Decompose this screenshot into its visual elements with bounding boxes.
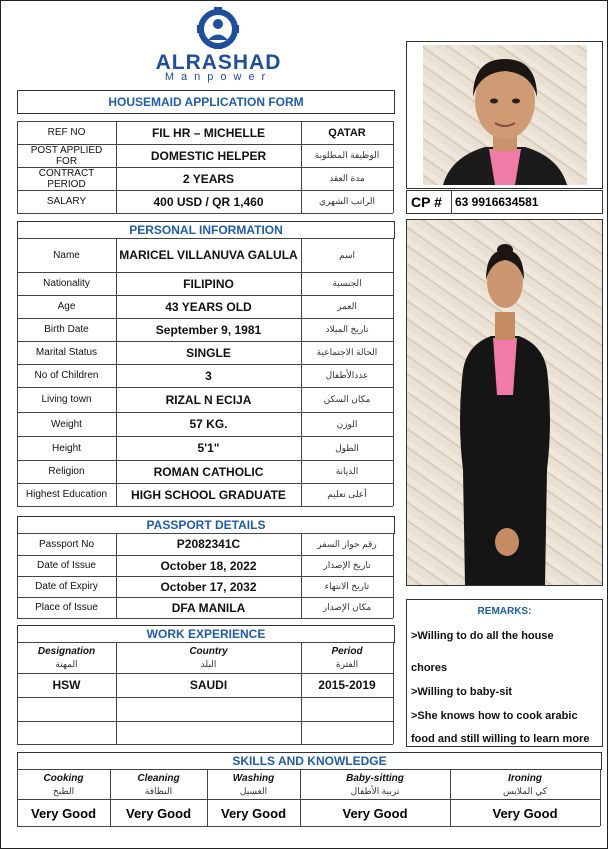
column-divider bbox=[393, 533, 394, 618]
skill-baby-sitting-ar: تربية الأطفال bbox=[350, 785, 400, 796]
passport-ar-cell: تاريخ الإصدار bbox=[323, 560, 371, 570]
column-divider bbox=[17, 238, 18, 506]
work-header-period-ar: الفترة bbox=[335, 658, 359, 669]
column-divider bbox=[450, 769, 451, 826]
portrait-photo bbox=[423, 45, 587, 185]
personal-ar-cell: عددالأطفال bbox=[325, 370, 369, 380]
passport-label-cell: Place of Issue bbox=[35, 602, 98, 613]
personal-title: PERSONAL INFORMATION bbox=[129, 223, 283, 237]
personal-label-cell: Marital Status bbox=[35, 347, 98, 358]
top-label-cell: SALARY bbox=[46, 196, 87, 207]
column-divider bbox=[393, 238, 394, 506]
row-divider bbox=[17, 799, 600, 800]
column-divider bbox=[393, 642, 394, 744]
column-divider bbox=[301, 642, 302, 744]
column-divider bbox=[17, 769, 18, 826]
skills-table bbox=[17, 769, 600, 827]
skills-title: SKILLS AND KNOWLEDGE bbox=[232, 754, 387, 768]
personal-info-table bbox=[17, 238, 393, 508]
form-title-box bbox=[17, 90, 395, 114]
personal-ar-cell: الجنسية bbox=[332, 278, 362, 288]
personal-value-cell: HIGH SCHOOL GRADUATE bbox=[131, 487, 286, 502]
passport-ar-cell: تاريخ الانتهاء bbox=[324, 581, 370, 591]
passport-label-cell: Date of Issue bbox=[37, 560, 96, 571]
work-header-designation-ar: المهنة bbox=[55, 658, 78, 669]
personal-label-cell: Birth Date bbox=[44, 324, 89, 335]
personal-label-cell: Religion bbox=[48, 466, 85, 477]
person-portrait-icon bbox=[423, 45, 587, 185]
personal-ar-cell: الحالة الاجتماعية bbox=[316, 347, 378, 357]
top-extra-cell: QATAR bbox=[328, 126, 366, 139]
fullbody-photo-frame bbox=[406, 219, 603, 586]
column-divider bbox=[116, 238, 117, 506]
personal-value-cell: SINGLE bbox=[186, 345, 231, 360]
logo-name: ALRASHAD bbox=[155, 51, 282, 74]
personal-value-cell: RIZAL N ECIJA bbox=[165, 392, 252, 407]
column-divider bbox=[116, 642, 117, 744]
skill-ironing-label: Ironing bbox=[508, 772, 542, 784]
skill-washing-label: Washing bbox=[232, 772, 275, 784]
top-value-cell: 2 YEARS bbox=[182, 171, 235, 186]
remarks-title: REMARKS: bbox=[477, 606, 532, 617]
top-label-cell: CONTRACT PERIOD bbox=[38, 167, 95, 190]
personal-ar-cell: الطول bbox=[335, 442, 359, 453]
column-divider bbox=[207, 769, 208, 826]
remark-line: >She knows how to cook arabic bbox=[411, 710, 578, 722]
remark-line: food and still willing to learn more bbox=[411, 733, 590, 745]
skills-title-box bbox=[17, 752, 602, 770]
personal-ar-cell: مكان السكن bbox=[323, 394, 371, 404]
top-extra-cell: الوظيفة المطلوبة bbox=[314, 150, 380, 160]
company-logo bbox=[131, 7, 306, 83]
column-divider bbox=[301, 121, 302, 213]
personal-title-box bbox=[17, 221, 395, 239]
personal-ar-cell: أعلى تعليم bbox=[327, 489, 367, 499]
remark-line: chores bbox=[411, 662, 448, 674]
personal-ar-cell: اسم bbox=[338, 249, 356, 260]
skill-ironing-level: Very Good bbox=[492, 805, 558, 821]
top-extra-cell: مدة العقد bbox=[329, 173, 365, 183]
top-label-cell: REF NO bbox=[47, 127, 86, 138]
row-divider bbox=[17, 744, 393, 745]
top-value-cell: 400 USD / QR 1,460 bbox=[153, 194, 264, 209]
top-value-cell: FIL HR – MICHELLE bbox=[151, 125, 266, 140]
form-title: HOUSEMAID APPLICATION FORM bbox=[108, 95, 304, 109]
personal-label-cell: Height bbox=[52, 442, 81, 454]
cp-number: 63 9916634581 bbox=[455, 195, 539, 209]
column-divider bbox=[17, 642, 18, 744]
row-divider bbox=[17, 826, 600, 827]
remarks-box bbox=[406, 599, 603, 747]
row-divider bbox=[17, 769, 600, 770]
logo-subtitle: Manpower bbox=[164, 71, 273, 83]
remark-line: >Willing to do all the house bbox=[411, 630, 554, 642]
passport-label-cell: Passport No bbox=[38, 538, 95, 550]
passport-label-cell: Date of Expiry bbox=[35, 581, 98, 592]
column-divider bbox=[116, 121, 117, 213]
row-divider bbox=[17, 506, 393, 507]
cp-box bbox=[406, 190, 603, 214]
personal-ar-cell: الوزن bbox=[336, 418, 358, 429]
passport-title: PASSPORT DETAILS bbox=[146, 518, 266, 532]
column-divider bbox=[17, 533, 18, 618]
skill-cleaning-label: Cleaning bbox=[137, 772, 180, 784]
skill-washing-ar: الغسيل bbox=[239, 785, 268, 796]
personal-value-cell: 57 KG. bbox=[189, 417, 228, 431]
row-divider bbox=[17, 697, 393, 698]
work-country-cell: SAUDI bbox=[189, 678, 228, 692]
column-divider bbox=[17, 121, 18, 213]
portrait-photo-frame bbox=[406, 41, 603, 189]
work-table bbox=[17, 642, 393, 744]
personal-value-cell: September 9, 1981 bbox=[155, 322, 262, 337]
personal-value-cell: 3 bbox=[205, 368, 212, 383]
column-divider bbox=[110, 769, 111, 826]
row-divider bbox=[17, 721, 393, 722]
cp-label: CP # bbox=[411, 194, 442, 210]
personal-label-cell: No of Children bbox=[34, 370, 99, 381]
personal-label-cell: Weight bbox=[51, 418, 82, 430]
passport-ar-cell: مكان الإصدار bbox=[322, 602, 372, 612]
work-period-cell: 2015-2019 bbox=[318, 678, 376, 692]
skill-cooking-ar: الطبخ bbox=[52, 785, 75, 796]
remark-line: >Willing to baby-sit bbox=[411, 686, 513, 698]
top-label-cell: POST APPLIED FOR bbox=[30, 144, 103, 167]
work-title: WORK EXPERIENCE bbox=[146, 627, 266, 641]
passport-ar-cell: رقم جواز السفر bbox=[317, 538, 377, 549]
row-divider bbox=[17, 642, 393, 643]
fullbody-photo bbox=[407, 220, 602, 585]
personal-label-cell: Age bbox=[57, 301, 76, 312]
passport-table bbox=[17, 533, 393, 618]
personal-label-cell: Name bbox=[53, 249, 80, 261]
work-header-country-ar: البلد bbox=[200, 658, 217, 669]
logo-gear-icon bbox=[188, 7, 248, 49]
passport-value-cell: P2082341C bbox=[176, 537, 241, 551]
skill-cooking-level: Very Good bbox=[30, 805, 97, 821]
personal-value-cell: 43 YEARS OLD bbox=[165, 299, 252, 314]
person-fullbody-icon bbox=[407, 220, 602, 585]
personal-label-cell: Highest Education bbox=[25, 489, 108, 500]
column-divider bbox=[116, 533, 117, 618]
skill-ironing-ar: كي الملابس bbox=[502, 785, 548, 796]
top-value-cell: DOMESTIC HELPER bbox=[150, 148, 267, 163]
column-divider bbox=[300, 769, 301, 826]
passport-value-cell: October 18, 2022 bbox=[160, 558, 257, 573]
personal-ar-cell: العمر bbox=[337, 301, 357, 311]
column-divider bbox=[600, 769, 601, 826]
passport-value-cell: October 17, 2032 bbox=[160, 579, 257, 594]
personal-value-cell: ROMAN CATHOLIC bbox=[153, 464, 264, 479]
row-divider bbox=[17, 618, 393, 619]
top-info-table bbox=[17, 121, 393, 215]
skill-cleaning-ar: النظافة bbox=[144, 785, 173, 796]
personal-value-cell: 5'1" bbox=[197, 441, 220, 455]
skill-cleaning-level: Very Good bbox=[125, 805, 192, 821]
skill-baby-sitting-level: Very Good bbox=[342, 805, 408, 821]
column-divider bbox=[301, 238, 302, 506]
passport-title-box bbox=[17, 516, 395, 534]
work-title-box bbox=[17, 625, 395, 643]
personal-ar-cell: الديانة bbox=[335, 466, 359, 476]
column-divider bbox=[301, 533, 302, 618]
skill-washing-level: Very Good bbox=[220, 805, 287, 821]
work-designation-cell: HSW bbox=[52, 678, 81, 692]
row-divider bbox=[17, 213, 393, 214]
personal-label-cell: Nationality bbox=[43, 278, 90, 289]
work-header-designation: Designation bbox=[37, 645, 96, 657]
skill-baby-sitting-label: Baby-sitting bbox=[346, 772, 404, 784]
skill-cooking-label: Cooking bbox=[43, 772, 84, 784]
passport-value-cell: DFA MANILA bbox=[171, 600, 246, 615]
personal-value-cell: MARICEL VILLANUVA GALULA bbox=[119, 248, 298, 262]
top-extra-cell: الراتب الشهري bbox=[319, 196, 375, 206]
personal-ar-cell: تاريخ الميلاد bbox=[325, 324, 369, 334]
personal-label-cell: Living town bbox=[41, 394, 92, 405]
column-divider bbox=[393, 121, 394, 213]
personal-value-cell: FILIPINO bbox=[183, 276, 234, 291]
work-header-period: Period bbox=[331, 645, 363, 657]
work-header-country: Country bbox=[189, 645, 228, 657]
